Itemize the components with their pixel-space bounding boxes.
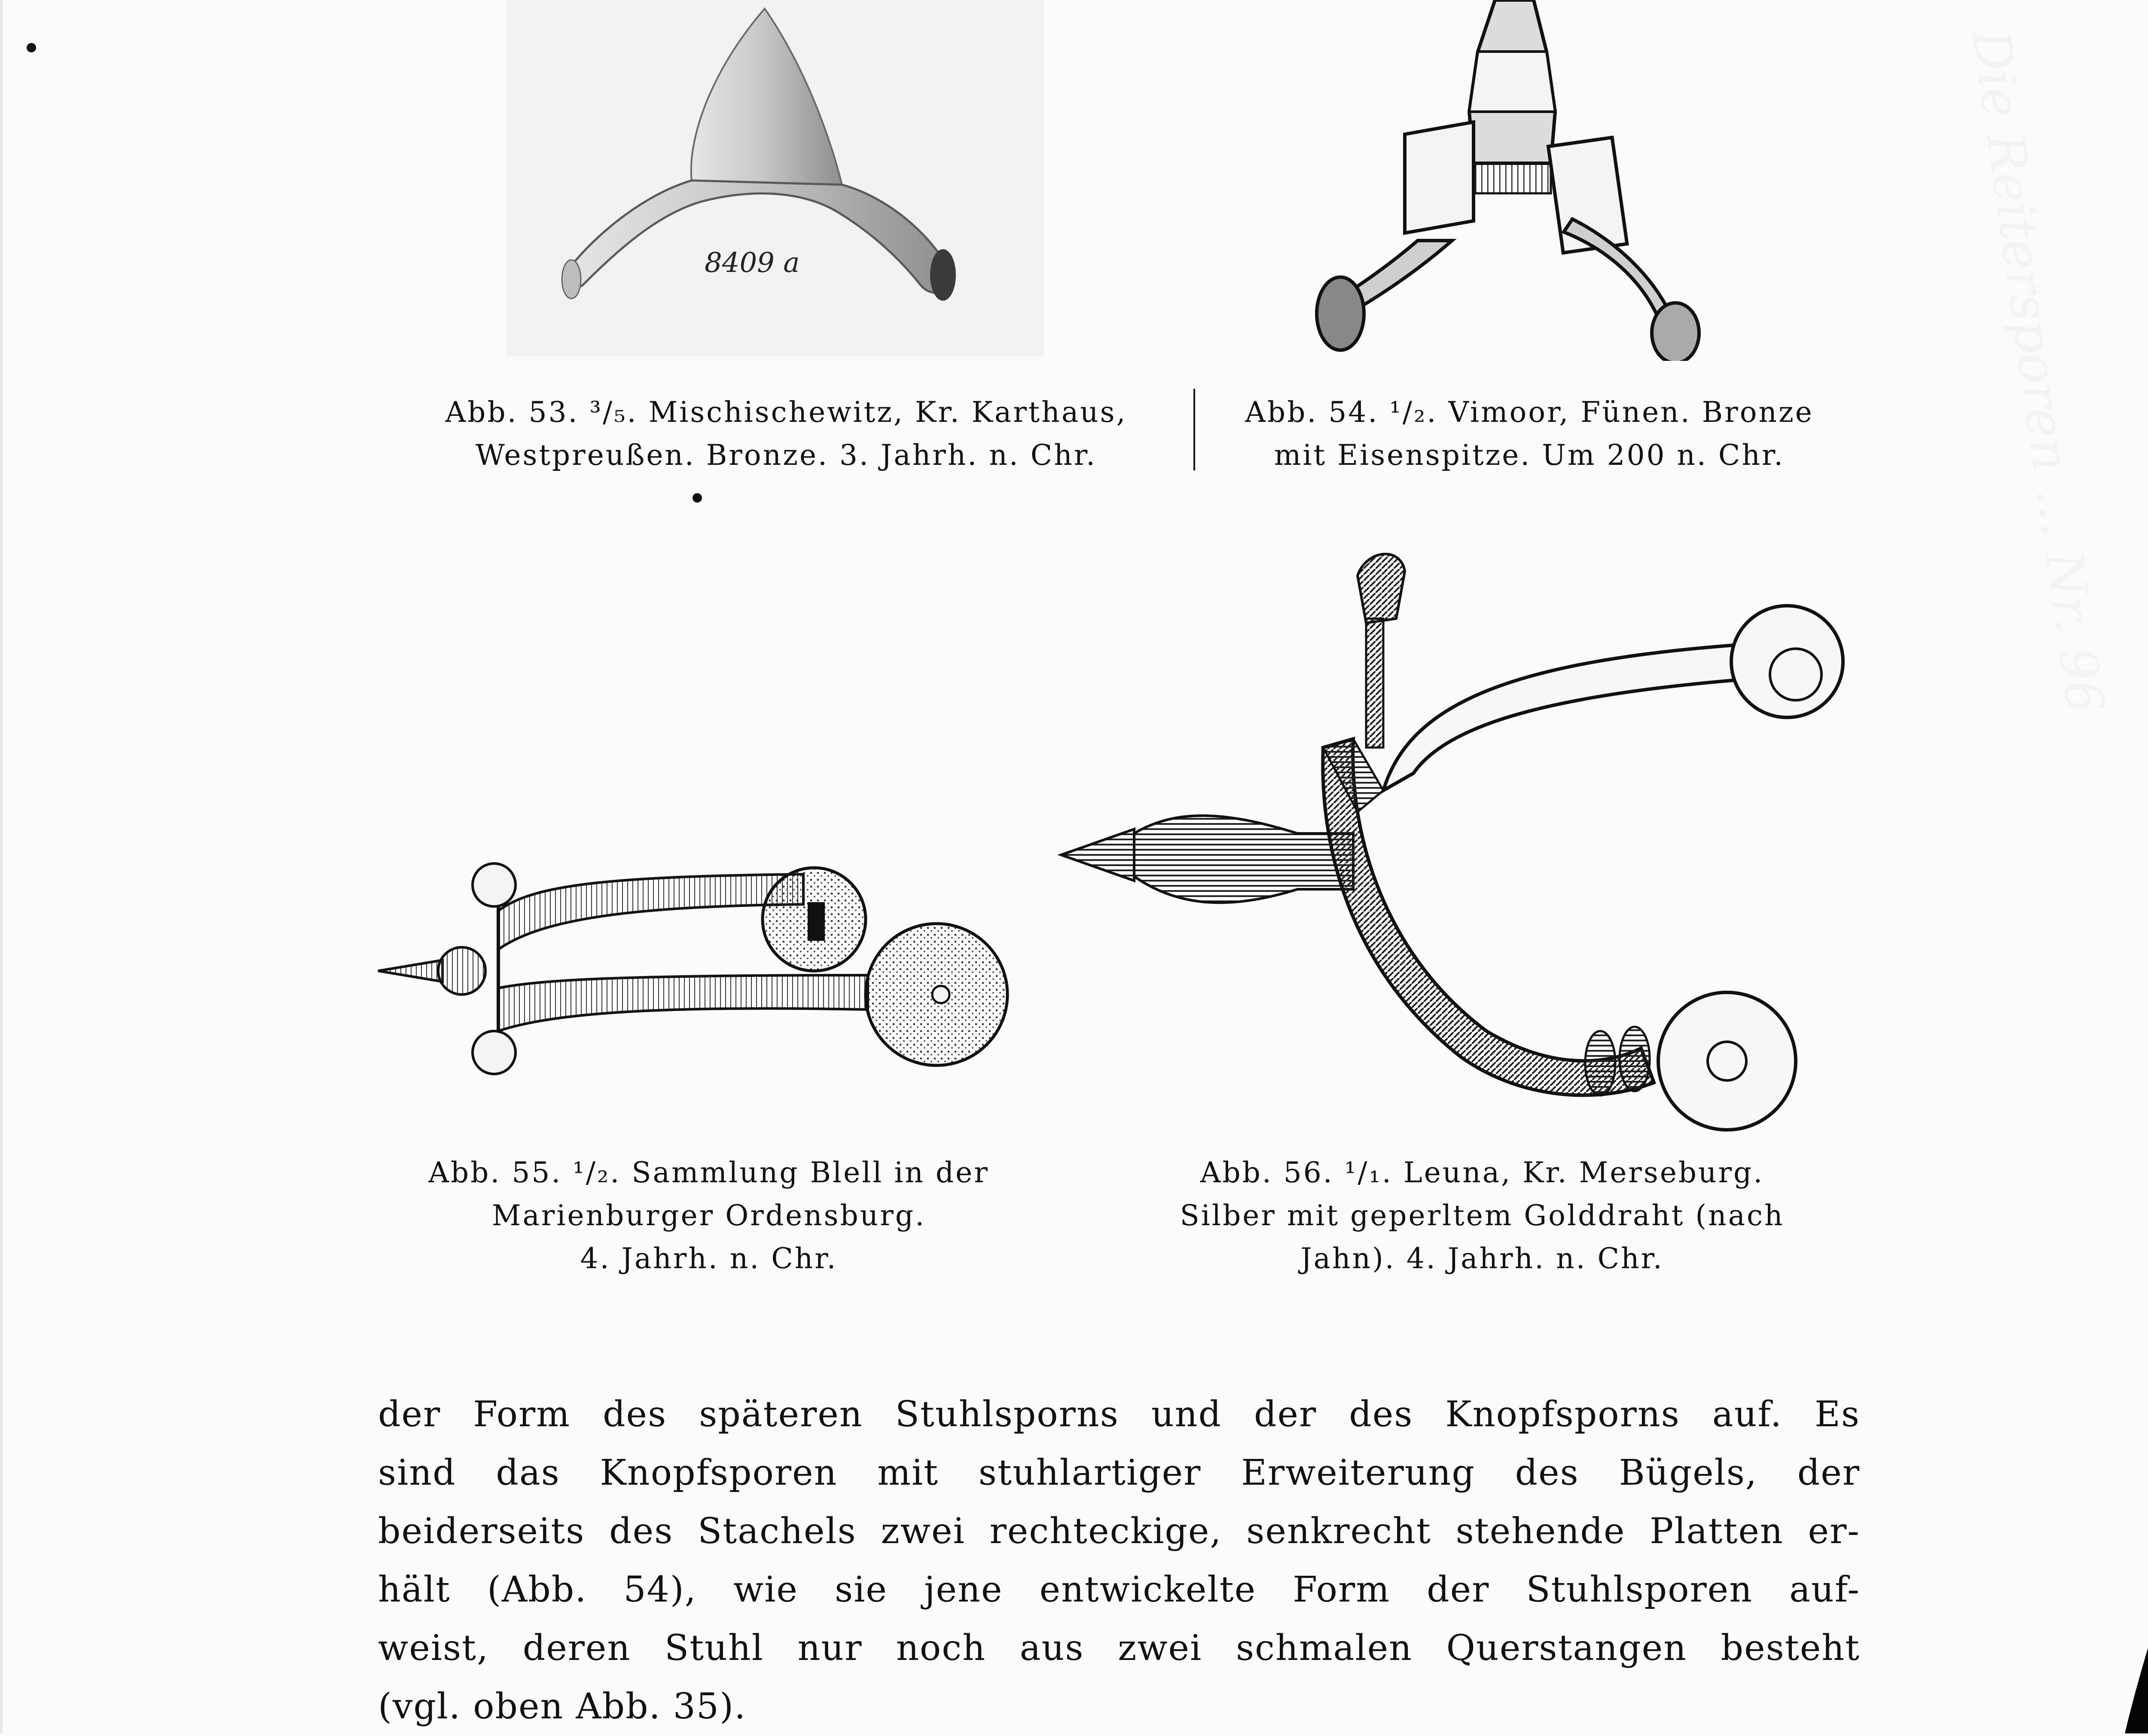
figure-55-spur-illustration bbox=[369, 851, 1031, 1091]
caption-figure-54 bbox=[1199, 391, 1860, 477]
caption-line: Abb. 54. ¹/₂. Vimoor, Fünen. Bronze bbox=[1245, 396, 1814, 429]
body-text-line: sind das Knopfsporen mit stuhlartiger Erweiterung des Bügels, der bbox=[378, 1452, 1860, 1493]
body-paragraph bbox=[378, 1385, 1860, 1736]
caption-figure-53 bbox=[378, 391, 1194, 477]
handwritten-margin-note: Die Reitersporen ... Nr. 96 bbox=[1960, 26, 2115, 717]
caption-brace-divider bbox=[1192, 387, 1196, 473]
plate-corner-shadow bbox=[2073, 1218, 2148, 1733]
figure-53-spur-illustration bbox=[507, 0, 1044, 357]
caption-line: Abb. 53. ³/₅. Mischischewitz, Kr. Karthaus, bbox=[445, 396, 1127, 429]
body-text-line: hält (Abb. 54), wie sie jene entwickelte Form der Stuhlsporen auf- bbox=[378, 1569, 1860, 1610]
caption-figure-55 bbox=[374, 1151, 1044, 1280]
body-text-line: der Form des späteren Stuhlsporns und der des Knopfsporns auf. Es bbox=[378, 1394, 1860, 1435]
caption-figure-56 bbox=[1117, 1151, 1847, 1280]
body-text-line: beiderseits des Stachels zwei rechteckige, senkrecht stehende Platten er- bbox=[378, 1511, 1860, 1552]
caption-line: 4. Jahrh. n. Chr. bbox=[580, 1242, 838, 1275]
dust-speck bbox=[693, 493, 702, 503]
figure-56-spur-illustration bbox=[1057, 533, 1847, 1138]
caption-line: mit Eisenspitze. Um 200 n. Chr. bbox=[1274, 439, 1785, 472]
body-text-line: weist, deren Stuhl nur noch aus zwei schmalen Querstangen besteht bbox=[378, 1628, 1860, 1669]
caption-line: Jahn). 4. Jahrh. n. Chr. bbox=[1300, 1242, 1664, 1275]
body-text-line: (vgl. oben Abb. 35). bbox=[378, 1686, 747, 1727]
caption-line: Abb. 55. ¹/₂. Sammlung Blell in der bbox=[428, 1156, 989, 1189]
caption-line: Silber mit geperltem Golddraht (nach bbox=[1180, 1199, 1785, 1232]
figure-54-spur-illustration bbox=[1289, 0, 1718, 361]
caption-line: Abb. 56. ¹/₁. Leuna, Kr. Merseburg. bbox=[1200, 1156, 1764, 1189]
catalog-number: 8409 a bbox=[705, 247, 800, 279]
caption-line: Westpreußen. Bronze. 3. Jahrh. n. Chr. bbox=[476, 439, 1097, 472]
caption-line: Marienburger Ordensburg. bbox=[491, 1199, 926, 1232]
left-film-edge bbox=[0, 0, 3, 1733]
dust-speck bbox=[27, 43, 36, 52]
